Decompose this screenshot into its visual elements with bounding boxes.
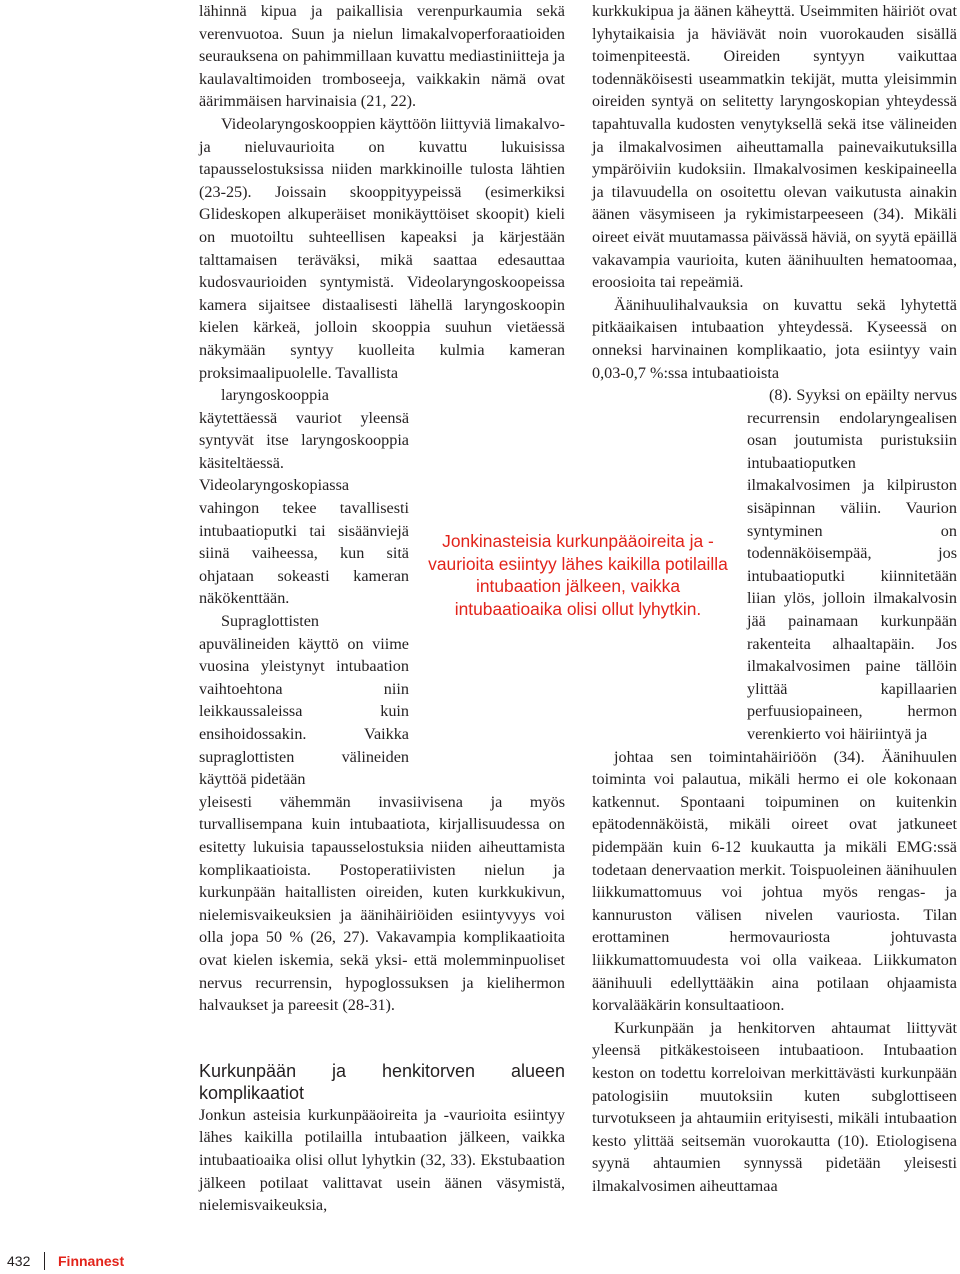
left-paragraph-4: Jonkun asteisia kurkunpääoireita ja -vaurioita esiintyy lähes kaikilla potilailla intubaation jälkeen, vaikka intubaatioaika olisi ollut lyhytkin (32, 33). Ekstubaation jälkeen potilaat valittavat usein äänen väsymistä, nielemisvaikeuksia, [199,1105,565,1215]
right-paragraph-2-wrapped: (8). Syyksi on epäilty nervus recurrensin endolaryngealisen osan joutumista puristuksiin intubaatioputken ilmakalvosimen ja kilpiruston sisäpinnan väliin. Vaurion syntyminen on todennäköisempää, jos intubaatioputki kiinnitetään liian ylös, jolloin ilmakalvosin jää painamaan kurkunpään rakenteita alhaaltapäin. Jos ilmakalvosimen paine tällöin ylittää kapillaarien perfuusiopaineen, hermon verenkierto voi häiriintyä ja [747,386,957,743]
pull-quote: Jonkinasteisia kurkunpääoireita ja -vaurioita esiintyy lähes kaikilla potilailla intubaation jälkeen, vaikka intubaatioaika olisi ollut lyhytkin. [428,531,728,619]
right-paragraph-3: Kurkunpään ja henkitorven ahtaumat liittyvät yleensä pitkäkestoiseen intubaatioon. Intubaation keston on todettu korreloivan merkittävästi kurkunpään patologisiin muutoksiin kuten subglottiseen turvotukseen ja ahtaumiin erityisesti, mikäli intubaation kesto ylittää seitsemän vuorokautta (10). Etiologisena syynä ahtaumien synnyssä pidetään yleisesti ilmakalvosimen aiheuttamaa [592,1018,957,1195]
page-footer [0,1248,960,1274]
right-text-column [592,0,957,1197]
section-heading: Kurkunpään ja henkitorven alueen komplikaatiot [199,1060,565,1103]
page-number: 432 [7,1253,31,1269]
right-paragraph-1: kurkkukipua ja äänen käheyttä. Useimmiten häiriöt ovat lyhytaikaisia ja häviävät noin vuorokauden sisällä toimenpiteestä. Oireiden syntyyn vaikuttaa todennäköisesti useammatkin tekijät, mutta yleisimmin oireiden syntyä on selitetty laryngoskopian yhteydessä tapahtuvalla kudosten venytyksellä sekä itse välineiden ja ilmakalvosimen aiheuttamalla painevaikutuksilla ympäröiviin kudoksiin. Ilmakalvosimen keskipaineella ja tilavuudella on osoitettu olevan vaikutusta ainakin äänen väsymiseen ja rykimistarpeeseen (34). Mikäli oireet eivät muutamassa päivässä häviä, on syytä epäillä vakavampia vaurioita, kuten äänihuulten hematoomaa, eroosioita tai repeämiä. [592,2,957,292]
left-paragraph-3-full-width: yleisesti vähemmän invasiivisena ja myös turvallisempana kuin intubaatiota, kirjallisuudessa on esitetty lukuisia tapausselostuksia niiden aiheuttamista komplikaatioista. Postoperatiivisten nielun ja kurkunpään haitallisten oireiden, kuten kurkkukivun, nielemisvaikeuksien ja äänihäiriöiden esiintyvyys voi olla jopa 50 % (26, 27). Vakavampia komplikaatioita ovat kielen iskemia, sekä yksi- että molemminpuoliset nervus recurrensin, hypoglossuksen ja kielihermon halvaukset ja pareesit (28-31). [199,792,565,1015]
publication-name: Finnanest [58,1253,125,1269]
left-paragraph-1: lähinnä kipua ja paikallisia verenpurkaumia sekä verenvuotoa. Suun ja nielun limakalvoperforaatioiden seurauksena on pahimmillaan kuvattu mediastiniitteja ja kaulavaltimoiden tromboseeja, vaikkakin nämä ovat äärimmäisen harvinaisia (21, 22). [199,2,565,111]
right-paragraph-2-continued: johtaa sen toimintahäiriöön (34). Äänihuulen toiminta voi palautua, mikäli hermo ei ole kokonaan katkennut. Spontaani toipuminen on kuitenkin epätodennäköistä, mikäli oireet ovat jatkuneet pidempään kuin 6-12 kuukautta ja mikäli EMG:ssä todetaan denervaation merkit. Toispuoleinen äänihuulen liikkumattomuus voi johtua myös rengas- ja kannuruston välisen nivelen vauriosta. Tilan erottaminen hermovauriosta johtuvasta liikkumattomuudesta voi olla vaikeaa. Liikkumaton äänihuuli edellyttääkin aina potilaan ohjaamista korvalääkärin konsultaatioon. [592,747,957,1015]
footer-divider [44,1252,45,1270]
left-paragraph-2-wrapped: laryngoskooppia käytettäessä vauriot yleensä syntyvät itse laryngoskooppia käsiteltäessä. Videolaryngoskopiassa vahingon tekee tavallisesti intubaatioputki tai sisäänviejä siinä vaiheessa, kun sitä ohjataan sokeasti kameran näkökenttään. [199,386,409,608]
left-paragraph-2-full-width: Videolaryngoskooppien käyttöön liittyviä limakalvo- ja nieluvaurioita on kuvattu lukuisissa tapausselostuksissa niiden markkinoille tulosta lähtien (23-25). Joissain skooppityypeissä (esimerkiksi Glideskopen alkuperäiset monikäyttöiset skoopit) kieli on muotoiltu suhteellisen kapeaksi ja kärjestään talttamaisen teräväksi, mikä saattaa edesauttaa kudosvaurioiden syntymistä. Videolaryngoskoopeissa kamera sijaitsee distaalisesti lähellä laryngoskoopin kielen kärkeä, jolloin skooppia suuhun vietäessä näkymään syntyy kuolleita kulmia kameran proksimaalipuolelle. Tavallista [199,114,565,382]
right-paragraph-2-full-width: Äänihuulihalvauksia on kuvattu sekä lyhytettä pitkäaikaisen intubaation yhteydessä. Kyseessä on onneksi harvinainen komplikaatio, jota esiintyy vain 0,03-0,7 %:ssa intubaatioista [592,295,957,382]
left-paragraph-3-wrapped: Supraglottisten apuvälineiden käyttö on viime vuosina yleistynyt intubaation vaihtoehtona niin leikkaussaleissa kuin ensihoidossakin. Vaikka supraglottisten välineiden käyttöä pidetään [199,612,409,789]
right-paragraph-2 [592,294,957,1017]
